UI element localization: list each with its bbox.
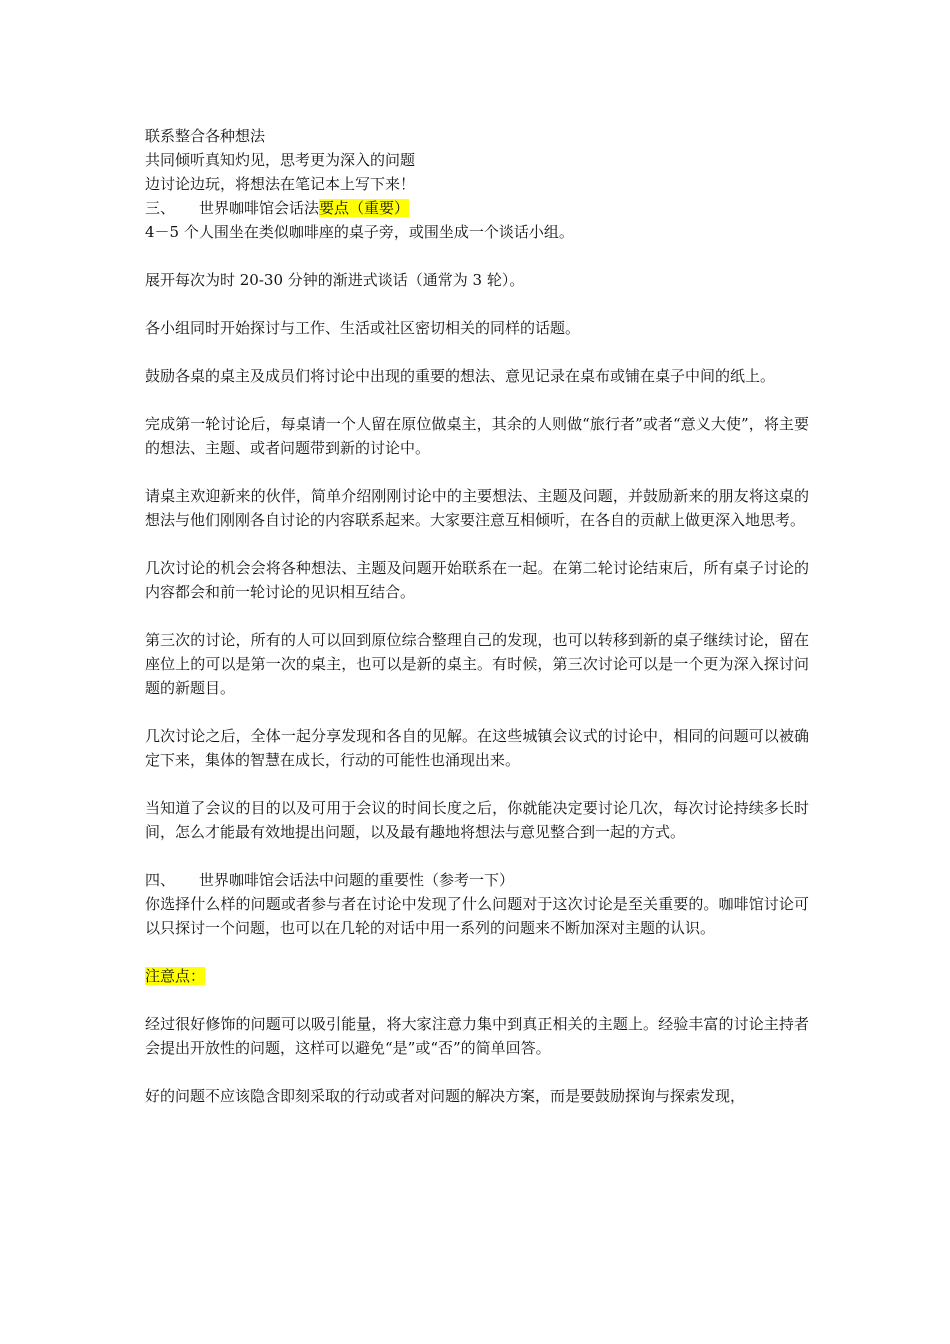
section-3-heading <box>145 196 809 220</box>
body-paragraph: 几次讨论的机会会将各种想法、主题及问题开始联系在一起。在第二轮讨论结束后，所有桌子讨论的内容都会和前一轮讨论的见识相互结合。 <box>145 559 809 601</box>
body-paragraph: 展开每次为时 20-30 分钟的渐进式谈话（通常为 3 轮）。 <box>145 271 525 289</box>
intro-line: 共同倾听真知灼见，思考更为深入的问题 <box>145 151 416 169</box>
section-4-title: 世界咖啡馆会话法中问题的重要性（参考一下） <box>199 871 515 889</box>
intro-line: 联系整合各种想法 <box>145 127 266 145</box>
body-paragraph: 完成第一轮讨论后，每桌请一个人留在原位做桌主，其余的人则做“旅行者”或者“意义大使”，将主要的想法、主题、或者问题带到新的讨论中。 <box>145 415 809 457</box>
section-4-body: 你选择什么样的问题或者参与者在讨论中发现了什么问题对于这次讨论是至关重要的。咖啡馆讨论可以只探讨一个问题，也可以在几轮的对话中用一系列的问题来不断加深对主题的认识。 <box>145 895 809 937</box>
section-3-title: 世界咖啡馆会话法 <box>199 199 320 217</box>
note-paragraph: 经过很好修饰的问题可以吸引能量，将大家注意力集中到真正相关的主题上。经验丰富的讨论主持者会提出开放性的问题，这样可以避免“是”或“否”的简单回答。 <box>145 1015 809 1057</box>
body-paragraph: 当知道了会议的目的以及可用于会议的时间长度之后，你就能决定要讨论几次，每次讨论持续多长时间，怎么才能最有效地提出问题，以及最有趣地将想法与意见整合到一起的方式。 <box>145 799 809 841</box>
intro-line: 边讨论边玩，将想法在笔记本上写下来！ <box>145 175 416 193</box>
document-page <box>145 124 809 1108</box>
section-4-heading <box>145 868 809 892</box>
note-label-line <box>145 964 809 988</box>
note-paragraph: 好的问题不应该隐含即刻采取的行动或者对问题的解决方案，而是要鼓励探询与探索发现， <box>145 1087 746 1105</box>
section-3-title-highlight: 要点（重要） <box>319 199 410 217</box>
body-paragraph: 几次讨论之后，全体一起分享发现和各自的见解。在这些城镇会议式的讨论中，相同的问题可以被确定下来，集体的智慧在成长，行动的可能性也涌现出来。 <box>145 727 809 769</box>
body-paragraph: 第三次的讨论，所有的人可以回到原位综合整理自己的发现，也可以转移到新的桌子继续讨论，留在座位上的可以是第一次的桌主，也可以是新的桌主。有时候，第三次讨论可以是一个更为深入探讨问题的新题目。 <box>145 631 809 697</box>
section-3-first-line: 4－5 个人围坐在类似咖啡座的桌子旁，或围坐成一个谈话小组。 <box>145 223 574 241</box>
body-paragraph: 鼓励各桌的桌主及成员们将讨论中出现的重要的想法、意见记录在桌布或铺在桌子中间的纸上。 <box>145 367 776 385</box>
body-paragraph: 请桌主欢迎新来的伙伴，简单介绍刚刚讨论中的主要想法、主题及问题，并鼓励新来的朋友将这桌的想法与他们刚刚各自讨论的内容联系起来。大家要注意互相倾听，在各自的贡献上做更深入地思考。 <box>145 487 809 529</box>
section-3-number: 三、 <box>145 199 176 217</box>
note-label: 注意点： <box>145 967 206 985</box>
body-paragraph: 各小组同时开始探讨与工作、生活或社区密切相关的同样的话题。 <box>145 319 581 337</box>
section-4-number: 四、 <box>145 871 176 889</box>
